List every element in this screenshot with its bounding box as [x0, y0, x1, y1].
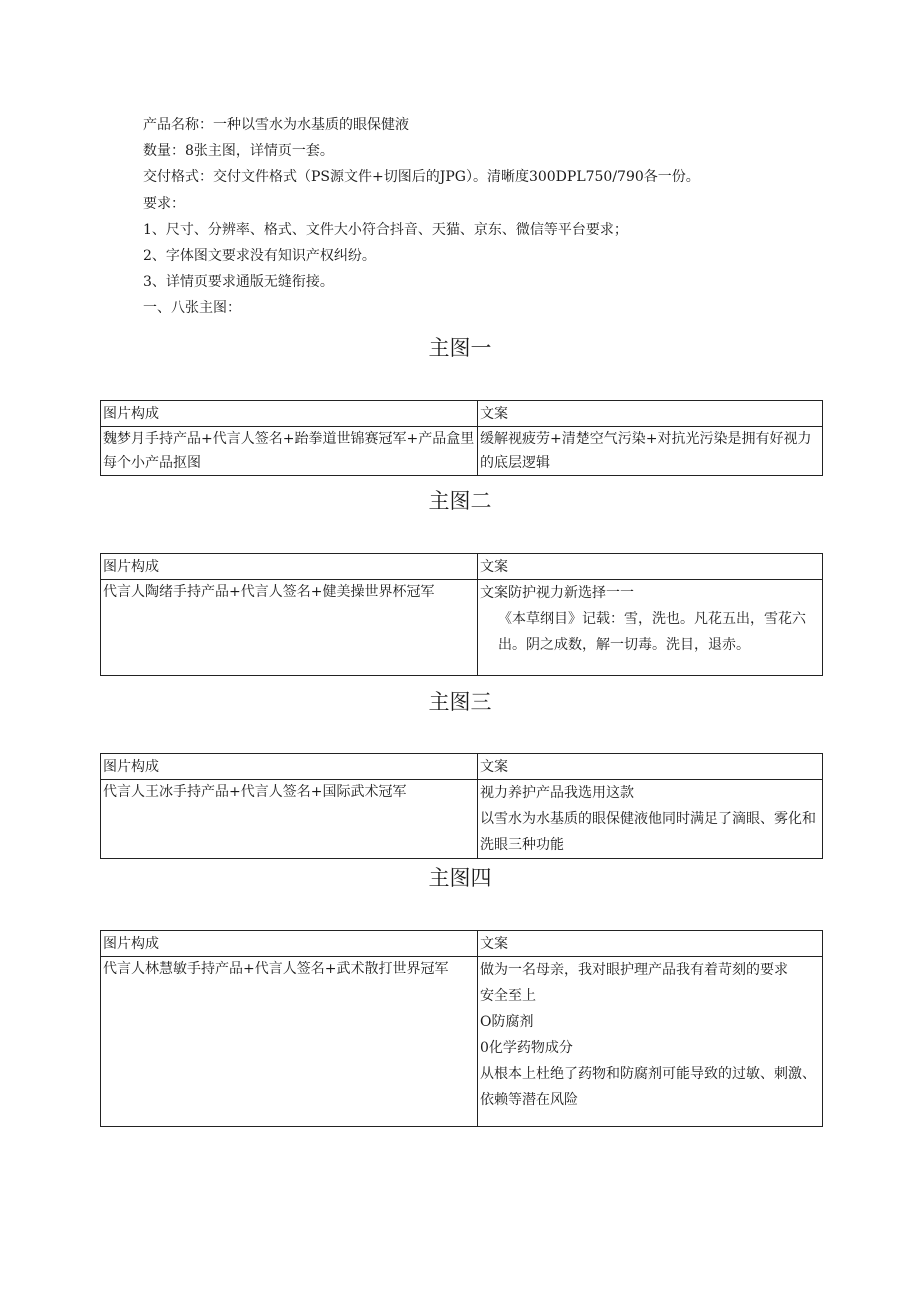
copy-line: 0化学药物成分	[480, 1040, 573, 1056]
col-header-composition: 图片构成	[101, 931, 478, 957]
requirement-2: 2、字体图文要求没有知识产权纠纷。	[143, 247, 376, 264]
table-header-row	[101, 754, 823, 780]
table-row	[101, 580, 823, 676]
table-row	[101, 780, 823, 859]
copy-line: 《本草纲目》记载：雪，洗也。凡花五出，雪花六出。阴之成数，解一切毒。洗目，退赤。	[498, 611, 806, 653]
main-image-1-table	[100, 400, 823, 476]
copy-line: O防腐剂	[480, 1014, 534, 1030]
main-image-2-table	[100, 553, 823, 676]
col-header-copy: 文案	[478, 931, 823, 957]
main-image-2-heading: 主图二	[428, 489, 492, 513]
col-header-copy: 文案	[478, 401, 823, 427]
col-header-copy: 文案	[478, 754, 823, 780]
section-title: 一、八张主图：	[143, 300, 241, 317]
table-row	[101, 427, 823, 476]
copy-cell	[478, 580, 823, 676]
intro-block	[143, 112, 823, 322]
copy-line: 从根本上杜绝了药物和防腐剂可能导致的过敏、刺激、依赖等潜在风险	[480, 1066, 816, 1108]
main-image-4-heading: 主图四	[428, 866, 492, 890]
requirement-3: 3、详情页要求通版无缝衔接。	[143, 274, 334, 291]
copy-cell	[478, 780, 823, 859]
table-row	[101, 957, 823, 1127]
copy-line: 以雪水为水基质的眼保健液他同时满足了滴眼、雾化和洗眼三种功能	[480, 811, 816, 853]
col-header-composition: 图片构成	[101, 554, 478, 580]
copy-line: 文案防护视力新选择一一	[480, 585, 634, 601]
requirements-title: 要求：	[143, 195, 185, 212]
copy-line: 视力养护产品我选用这款	[480, 785, 634, 801]
main-image-4-table	[100, 930, 823, 1127]
composition-cell: 魏梦月手持产品+代言人签名+跆拳道世锦赛冠军+产品盒里每个小产品抠图	[101, 427, 478, 476]
quantity-line: 数量：8张主图，详情页一套。	[143, 143, 334, 160]
table-header-row	[101, 931, 823, 957]
composition-cell: 代言人王冰手持产品+代言人签名+国际武术冠军	[101, 780, 478, 859]
col-header-composition: 图片构成	[101, 754, 478, 780]
copy-cell	[478, 957, 823, 1127]
table-header-row	[101, 554, 823, 580]
copy-line: 做为一名母亲，我对眼护理产品我有着苛刻的要求	[480, 962, 788, 978]
composition-cell: 代言人陶绪手持产品+代言人签名+健美操世界杯冠军	[101, 580, 478, 676]
main-image-3-heading: 主图三	[428, 690, 492, 714]
composition-cell: 代言人林慧敏手持产品+代言人签名+武术散打世界冠军	[101, 957, 478, 1127]
main-image-1-heading: 主图一	[428, 336, 492, 360]
copy-line: 安全至上	[480, 988, 536, 1004]
product-name-line: 产品名称：一种以雪水为水基质的眼保健液	[143, 117, 409, 133]
col-header-copy: 文案	[478, 554, 823, 580]
table-header-row	[101, 401, 823, 427]
requirement-1: 1、尺寸、分辨率、格式、文件大小符合抖音、天猫、京东、微信等平台要求；	[143, 221, 628, 238]
main-image-3-table	[100, 753, 823, 859]
col-header-composition: 图片构成	[101, 401, 478, 427]
delivery-format-line: 交付格式：交付文件格式（PS源文件+切图后的JPG）。清晰度300DPL750/790各一份。	[143, 169, 700, 186]
copy-cell: 缓解视疲劳+清楚空气污染+对抗光污染是拥有好视力的底层逻辑	[478, 427, 823, 476]
